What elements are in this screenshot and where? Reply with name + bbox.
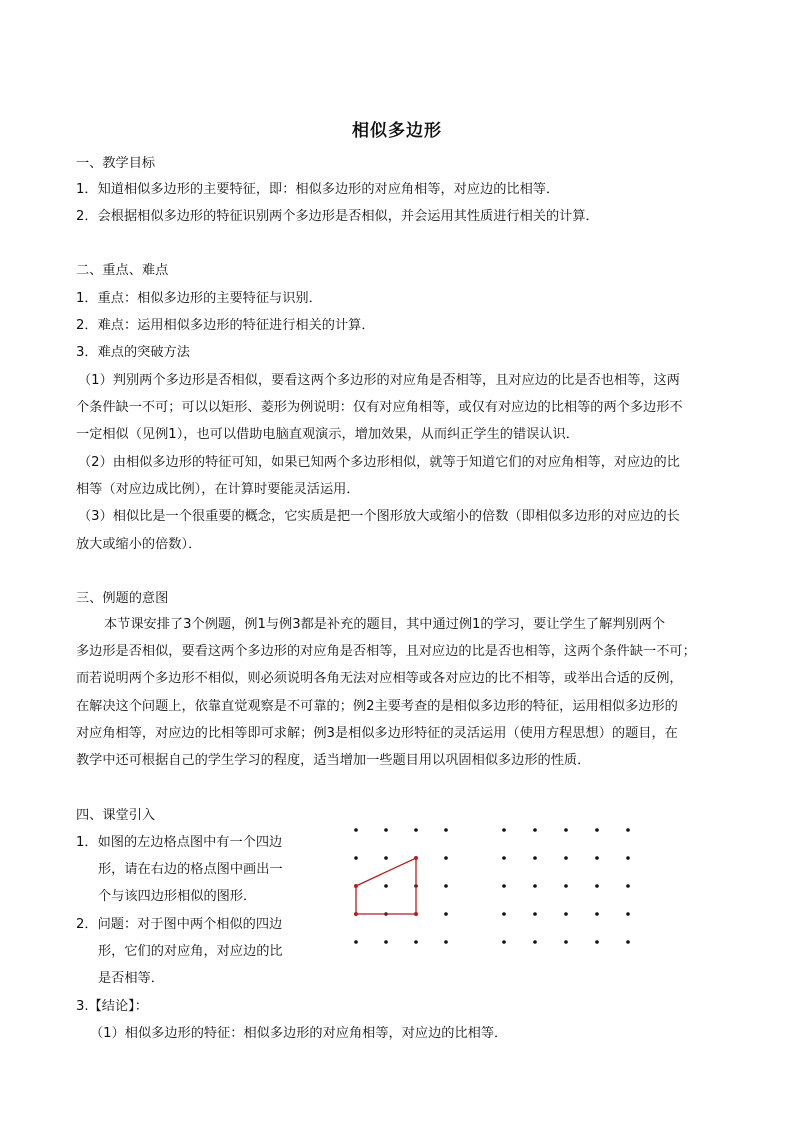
section-heading-keypoints: 二、重点、难点 [76, 263, 169, 278]
method-1-line-2: 个条件缺一不可；可以以矩形、菱形为例说明：仅有对应角相等，或仅有对应边的比相等的两个多边形不 [76, 400, 683, 415]
grid-dot [502, 940, 506, 944]
examples-line-3: 而若说明两个多边形不相似，则必须说明各角无法对应相等或各对应边的比不相等，或举出合适的反例， [76, 671, 683, 686]
examples-line-4: 在解决这个问题上，依靠直觉观察是不可靠的；例2主要考查的是相似多边形的特征，运用相似多边形的 [76, 699, 678, 714]
question-2-line-2: 形，它们的对应角，对应边的比 [98, 944, 283, 959]
grid-dot [414, 940, 418, 944]
quadrilateral-vertex [354, 912, 358, 916]
section-heading-intro: 四、课堂引入 [76, 808, 156, 823]
quadrilateral-vertex [354, 884, 358, 888]
grid-dot [533, 884, 537, 888]
grid-dot [595, 912, 599, 916]
conclusion-label: 3.【结论】： [76, 999, 148, 1014]
grid-dot [444, 884, 448, 888]
grid-dot [444, 940, 448, 944]
grid-dot [533, 828, 537, 832]
objective-2: 2．会根据相似多边形的特征识别两个多边形是否相似，并会运用其性质进行相关的计算． [76, 209, 599, 224]
grid-dot [384, 828, 388, 832]
examples-line-1: 本节课安排了3个例题，例1与例3都是补充的题目，其中通过例1的学习，要让学生了解判别两个 [104, 617, 666, 632]
grid-dot [354, 828, 358, 832]
grid-dot [533, 940, 537, 944]
examples-line-5: 对应角相等，对应边的比相等即可求解；例3是相似多边形特征的灵活运用（使用方程思想）的题目，在 [76, 726, 678, 741]
grid-dot [502, 884, 506, 888]
grid-dot [533, 856, 537, 860]
grid-dot [564, 828, 568, 832]
conclusion-1: （1）相似多边形的特征：相似多边形的对应角相等，对应边的比相等． [90, 1026, 508, 1041]
grid-dot [626, 828, 630, 832]
section-heading-objectives: 一、教学目标 [76, 156, 156, 171]
grid-dot [626, 856, 630, 860]
grid-dot [354, 856, 358, 860]
examples-line-6: 教学中还可根据自己的学生学习的程度，适当增加一些题目用以巩固相似多边形的性质． [76, 753, 591, 768]
grid-dot [564, 856, 568, 860]
grid-dot [595, 828, 599, 832]
grid-dot [564, 912, 568, 916]
grid-dot [564, 884, 568, 888]
examples-line-2: 多边形是否相似，要看这两个多边形的对应角是否相等，且对应边的比是否也相等，这两个条件缺一不可； [76, 644, 696, 659]
grid-dot [384, 940, 388, 944]
question-1-line-2: 形，请在右边的格点图中画出一 [98, 862, 283, 877]
page-title: 相似多边形 [352, 121, 442, 141]
grid-dot [502, 828, 506, 832]
quadrilateral-vertex [414, 856, 418, 860]
grid-dot [626, 912, 630, 916]
method-3-line-1: （3）相似比是一个很重要的概念，它实质是把一个图形放大或缩小的倍数（即相似多边形的对应边的长 [78, 509, 680, 524]
keypoint-3: 3．难点的突破方法 [76, 345, 190, 360]
grid-dot [626, 884, 630, 888]
grid-dot [595, 856, 599, 860]
left-dot-grid [354, 828, 448, 944]
grid-dot [595, 940, 599, 944]
grid-dot [384, 856, 388, 860]
question-2-line-1: 2．问题：对于图中两个相似的四边 [76, 917, 283, 932]
right-dot-grid [502, 828, 630, 944]
grid-dot [444, 856, 448, 860]
section-heading-examples: 三、例题的意图 [76, 591, 169, 606]
keypoint-1: 1．重点：相似多边形的主要特征与识别． [76, 291, 322, 306]
grid-dot [444, 828, 448, 832]
method-2-line-1: （2）由相似多边形的特征可知，如果已知两个多边形相似，就等于知道它们的对应角相等，对应边的比 [78, 455, 680, 470]
method-1-line-1: （1）判别两个多边形是否相似，要看这两个多边形的对应角是否相等，且对应边的比是否也相等，这两 [78, 373, 680, 388]
dot-grid-figure [342, 822, 632, 950]
objective-1: 1．知道相似多边形的主要特征，即：相似多边形的对应角相等，对应边的比相等． [76, 182, 560, 197]
grid-dot [595, 884, 599, 888]
method-1-line-3: 一定相似（见例1），也可以借助电脑直观演示，增加效果，从而纠正学生的错误认识． [76, 427, 579, 442]
grid-dot [502, 856, 506, 860]
keypoint-2: 2．难点：运用相似多边形的特征进行相关的计算． [76, 318, 375, 333]
grid-dot [502, 912, 506, 916]
quadrilateral-vertex [414, 912, 418, 916]
grid-dot [626, 940, 630, 944]
grid-dot [414, 828, 418, 832]
question-2-line-3: 是否相等． [98, 971, 164, 986]
grid-dot [354, 940, 358, 944]
method-3-line-2: 放大或缩小的倍数）． [76, 537, 202, 552]
grid-dot [564, 940, 568, 944]
question-1-line-3: 个与该四边形相似的图形． [98, 889, 257, 904]
grid-dot [444, 912, 448, 916]
grid-dot [384, 884, 388, 888]
question-1-line-1: 1．如图的左边格点图中有一个四边 [76, 835, 283, 850]
grid-dot [533, 912, 537, 916]
method-2-line-2: 相等（对应边成比例），在计算时要能灵活运用． [76, 482, 360, 497]
